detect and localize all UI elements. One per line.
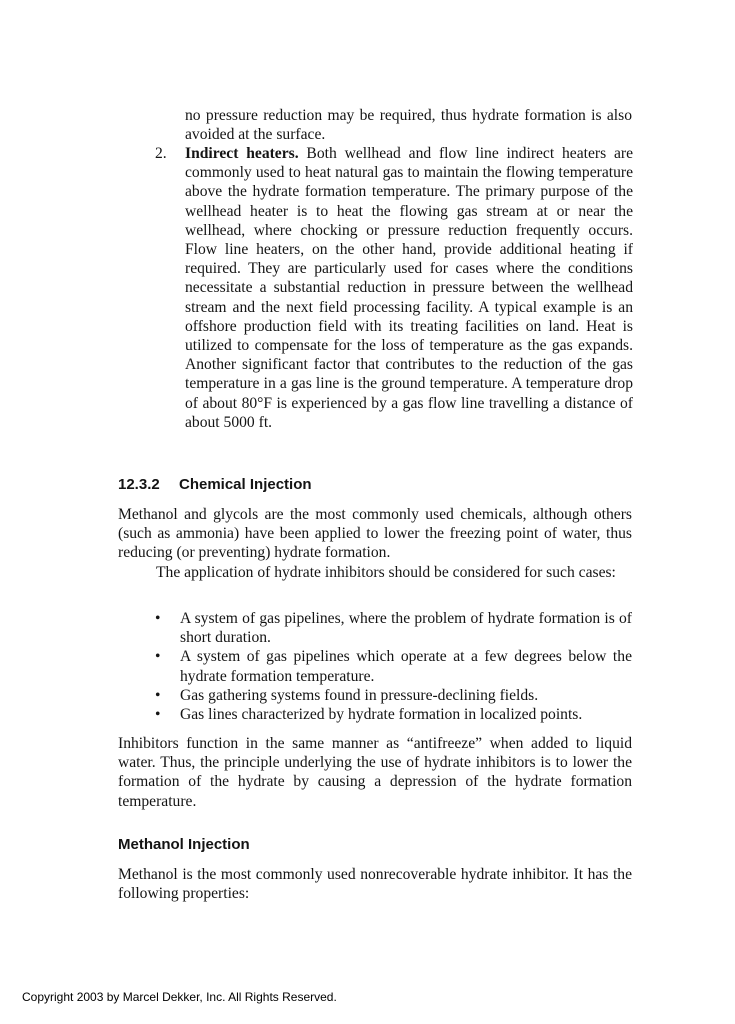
bullet-item: • A system of gas pipelines which operate at a few degrees below the hydrate formation temperature. xyxy=(155,648,632,685)
copyright-footer: Copyright 2003 by Marcel Dekker, Inc. All Rights Reserved. xyxy=(22,990,337,1004)
paragraph-inhibitor-cases: The application of hydrate inhibitors should be considered for such cases: xyxy=(156,564,616,581)
section-heading xyxy=(118,476,312,493)
section-title: Chemical Injection xyxy=(179,476,312,493)
bullet-glyph: • xyxy=(155,706,161,724)
bullet-glyph: • xyxy=(155,648,161,666)
bullet-item: • Gas lines characterized by hydrate formation in localized points. xyxy=(155,706,583,724)
numbered-list-item xyxy=(155,144,633,432)
paragraph-methanol: Methanol is the most commonly used nonrecoverable hydrate inhibitor. It has the following properties: xyxy=(118,866,632,903)
list-item-body xyxy=(185,144,633,432)
list-item-text: Both wellhead and flow line indirect heaters are commonly used to heat natural gas to maintain the flowing temperature above the hydrate formation temperature. The primary purpose of the wellhead heater is to heat the flowing gas stream at or near the wellhead, where chocking or pressure reduction frequently occurs. Flow line heaters, on the other hand, provide additional heating if required. They are particularly used for cases where the conditions necessitate a substantial reduction in pressure between the wellhead stream and the next field processing facility. A typical example is an offshore production field with its treating facilities on land. Heat is utilized to compensate for the loss of temperature as the gas expands. Another significant factor that contributes to the reduction of the gas temperature in a gas line is the ground temperature. A temperature drop of about 80°F is experienced by a gas flow line travelling a distance of about 5000 ft. xyxy=(185,145,633,431)
paragraph-antifreeze: Inhibitors function in the same manner as “antifreeze” when added to liquid water. Thus, the principle underlying the use of hydrate inhibitors is to lower the formation of the hydrate by causing a depression of the hydrate formation temperature. xyxy=(118,735,632,810)
section-number: 12.3.2 xyxy=(118,476,160,493)
paragraph-chemicals: Methanol and glycols are the most commonly used chemicals, although others (such as ammonia) have been applied to lower the freezing point of water, thus reducing (or preventing) hydrate formation. xyxy=(118,506,632,562)
bullet-item: • Gas gathering systems found in pressure-declining fields. xyxy=(155,686,539,704)
list-item-number: 2. xyxy=(155,145,167,162)
bullet-item: • A system of gas pipelines, where the problem of hydrate formation is of short duration. xyxy=(155,610,632,647)
subsection-heading: Methanol Injection xyxy=(118,836,250,853)
list-item-term: Indirect heaters. xyxy=(185,145,299,162)
bullet-glyph: • xyxy=(155,686,161,704)
continuation-paragraph: no pressure reduction may be required, thus hydrate formation is also avoided at the surface. xyxy=(185,107,632,144)
bullet-list xyxy=(155,609,632,724)
bullet-glyph: • xyxy=(155,610,161,627)
